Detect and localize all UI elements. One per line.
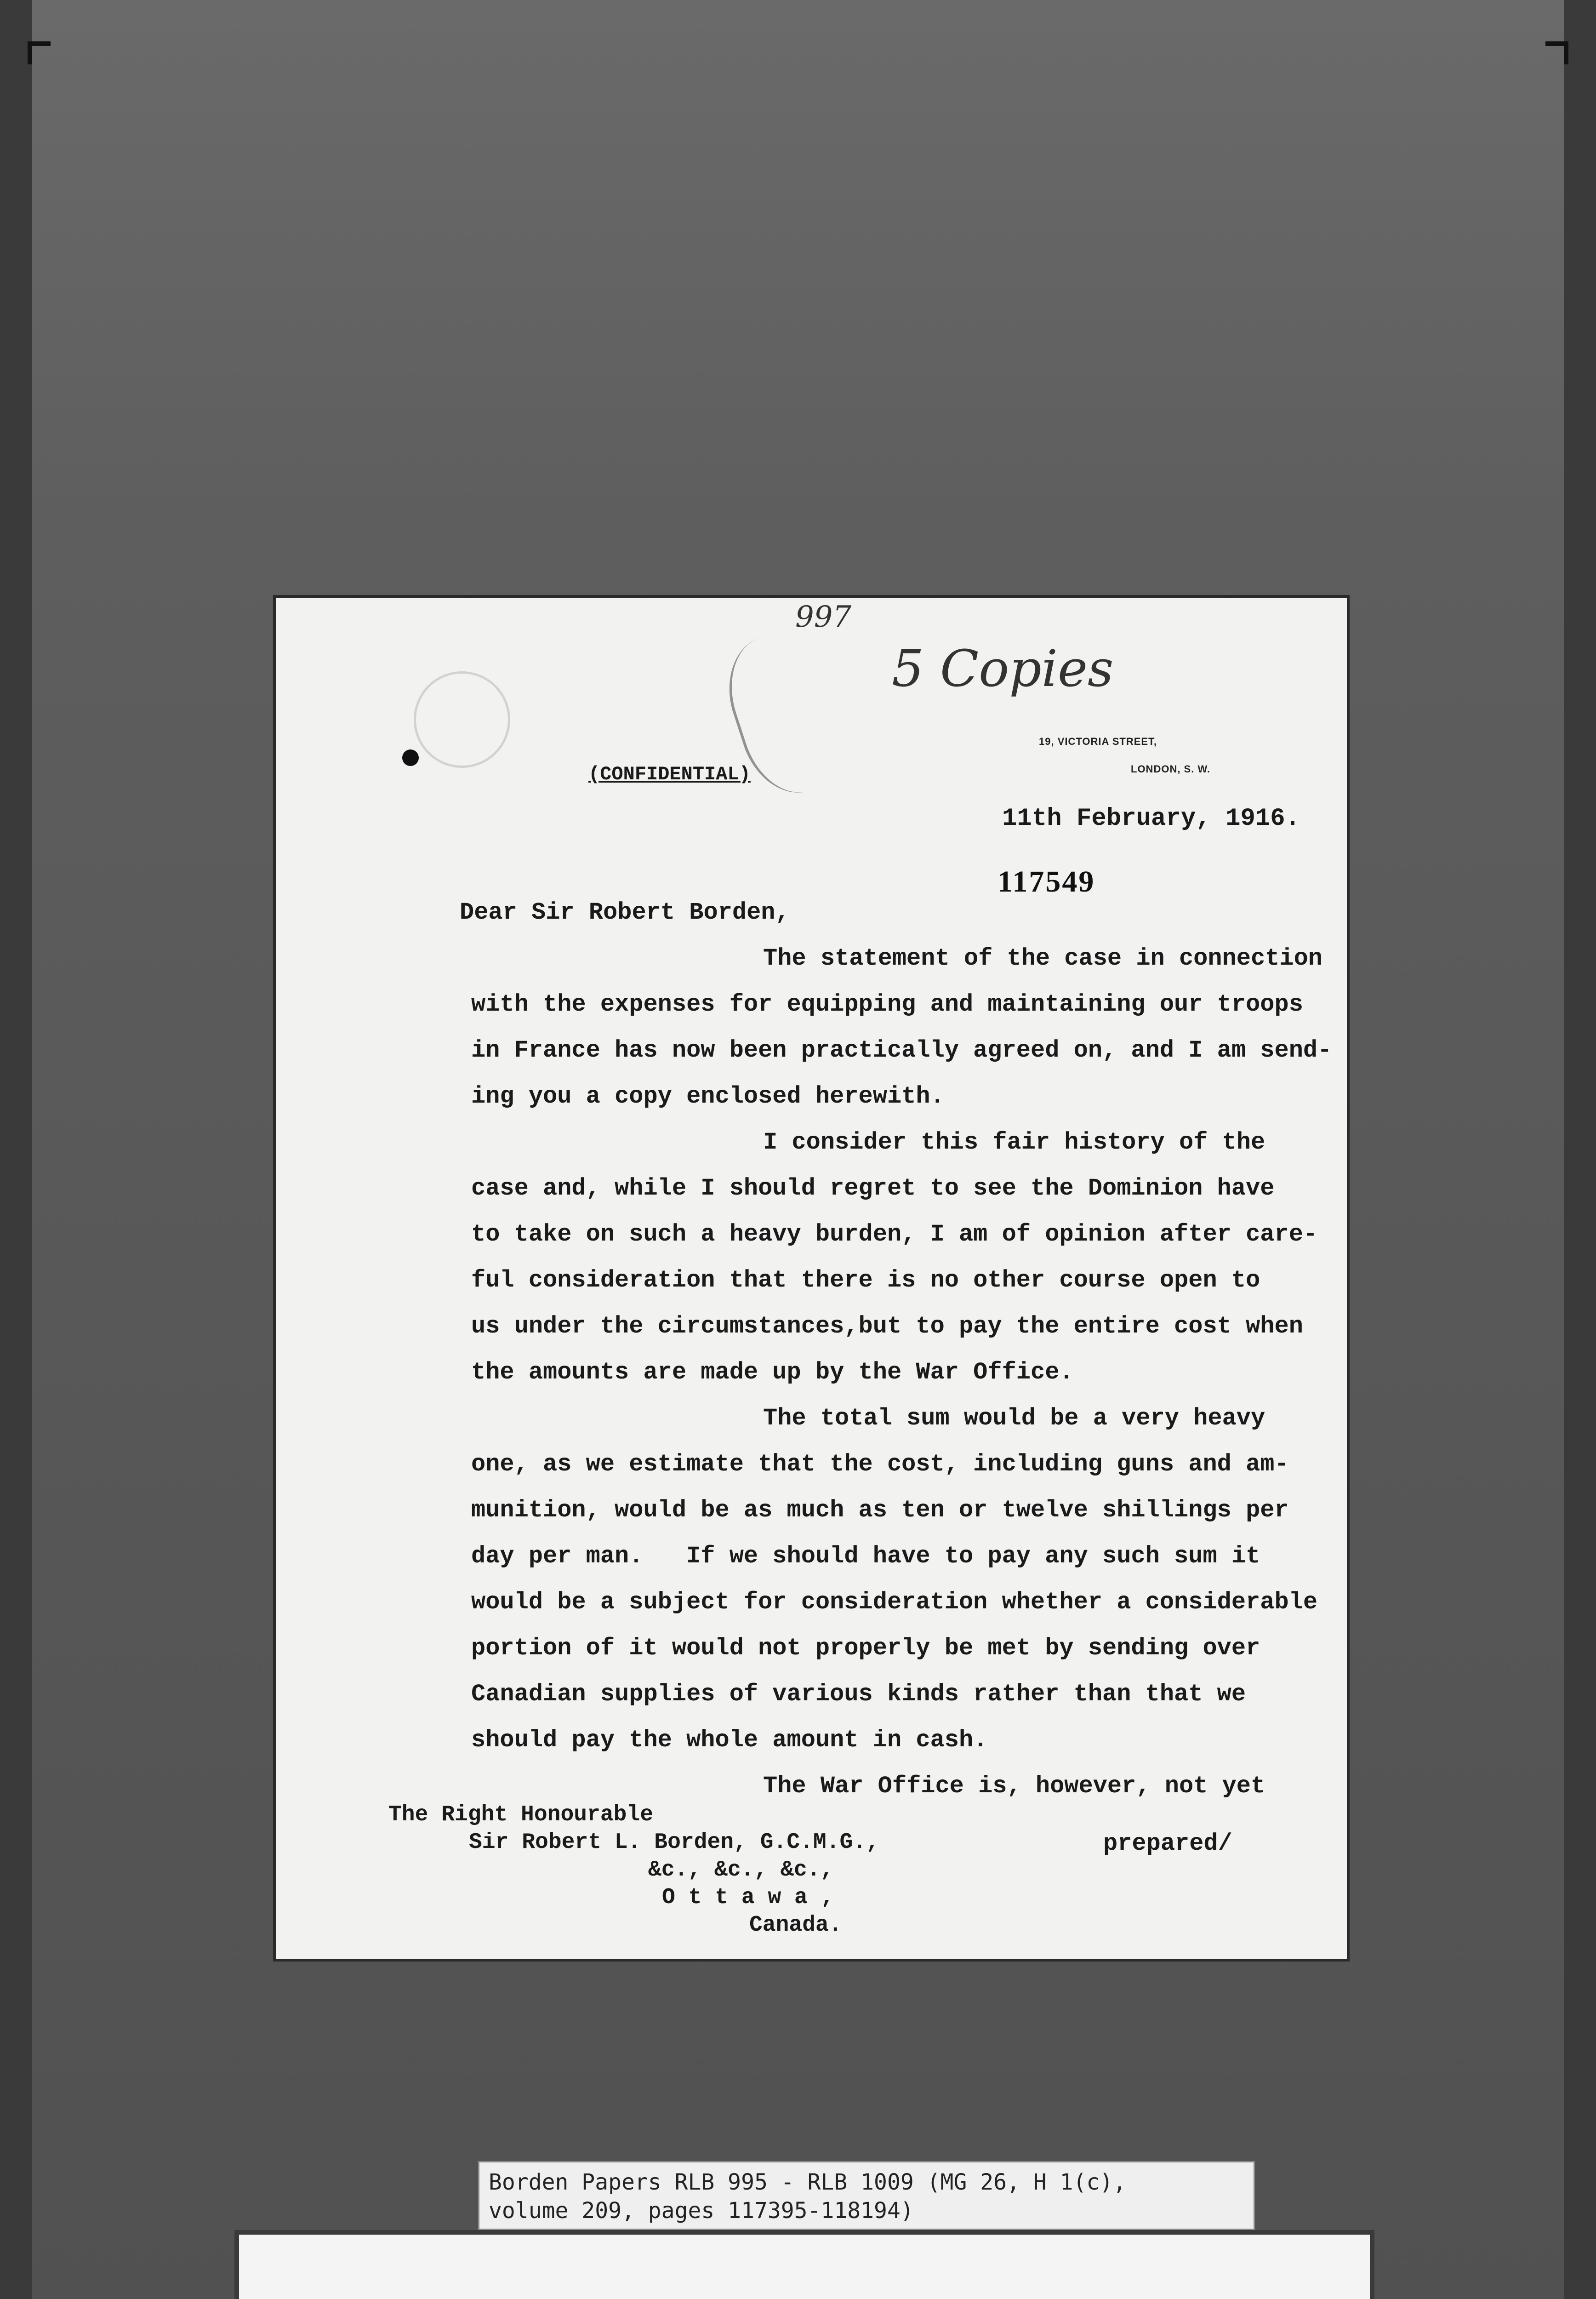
body-line: ful consideration that there is no other course open to (471, 1267, 1260, 1294)
film-edge-left (0, 0, 32, 2299)
letterhead-city: LONDON, S. W. (1131, 763, 1211, 775)
addressee-line: &c., &c., &c., (648, 1858, 834, 1882)
reference-line-2: volume 209, pages 117395-118194) (489, 2198, 914, 2224)
addressee-line: The Right Honourable (388, 1802, 654, 1827)
document-number: 117549 (998, 865, 1095, 898)
archive-card (239, 2235, 1370, 2299)
body-line: in France has now been practically agreed on, and I am send- (471, 1037, 1332, 1064)
body-line: ing you a copy enclosed herewith. (471, 1083, 945, 1110)
handwritten-file-number: 997 (795, 600, 852, 634)
letter-date: 11th February, 1916. (1002, 805, 1300, 833)
body-line: us under the circumstances,but to pay the entire cost when (471, 1313, 1303, 1340)
letter-page (276, 598, 1347, 1959)
embossed-seal (414, 671, 510, 768)
reference-label (478, 2161, 1255, 2230)
body-line: with the expenses for equipping and maintaining our troops (471, 991, 1303, 1018)
crop-mark-top-right (1545, 41, 1568, 64)
body-line: The War Office is, however, not yet (763, 1773, 1265, 1800)
salutation: Dear Sir Robert Borden, (460, 899, 790, 926)
handwritten-copies-note: 5 Copies (892, 639, 1114, 698)
body-line: one, as we estimate that the cost, including guns and am- (471, 1451, 1289, 1478)
film-edge-right (1564, 0, 1596, 2299)
body-line: to take on such a heavy burden, I am of opinion after care- (471, 1221, 1318, 1248)
confidential-marking: (CONFIDENTIAL) (588, 763, 751, 785)
body-line: portion of it would not properly be met by sending over (471, 1635, 1260, 1662)
addressee-line: Sir Robert L. Borden, G.C.M.G., (469, 1830, 879, 1855)
body-line: I consider this fair history of the (763, 1129, 1265, 1156)
body-line: would be a subject for consideration whether a considerable (471, 1589, 1318, 1616)
body-line: The statement of the case in connection (763, 945, 1322, 972)
ink-blot (402, 749, 419, 766)
body-line: case and, while I should regret to see the Dominion have (471, 1175, 1275, 1202)
letterhead-street: 19, VICTORIA STREET, (1039, 736, 1157, 747)
body-line: should pay the whole amount in cash. (471, 1727, 988, 1754)
addressee-line: O t t a w a , (662, 1885, 834, 1910)
reference-line-1: Borden Papers RLB 995 - RLB 1009 (MG 26, H 1(c), (489, 2169, 1127, 2195)
body-line: the amounts are made up by the War Office. (471, 1359, 1074, 1386)
body-line: The total sum would be a very heavy (763, 1405, 1265, 1432)
crop-mark-top-left (28, 41, 51, 64)
addressee-line: Canada. (749, 1913, 842, 1938)
continuation-word: prepared/ (1103, 1830, 1232, 1857)
body-line: munition, would be as much as ten or twelve shillings per (471, 1497, 1289, 1524)
body-line: Canadian supplies of various kinds rather than that we (471, 1681, 1246, 1708)
body-line: day per man. If we should have to pay any such sum it (471, 1543, 1260, 1570)
